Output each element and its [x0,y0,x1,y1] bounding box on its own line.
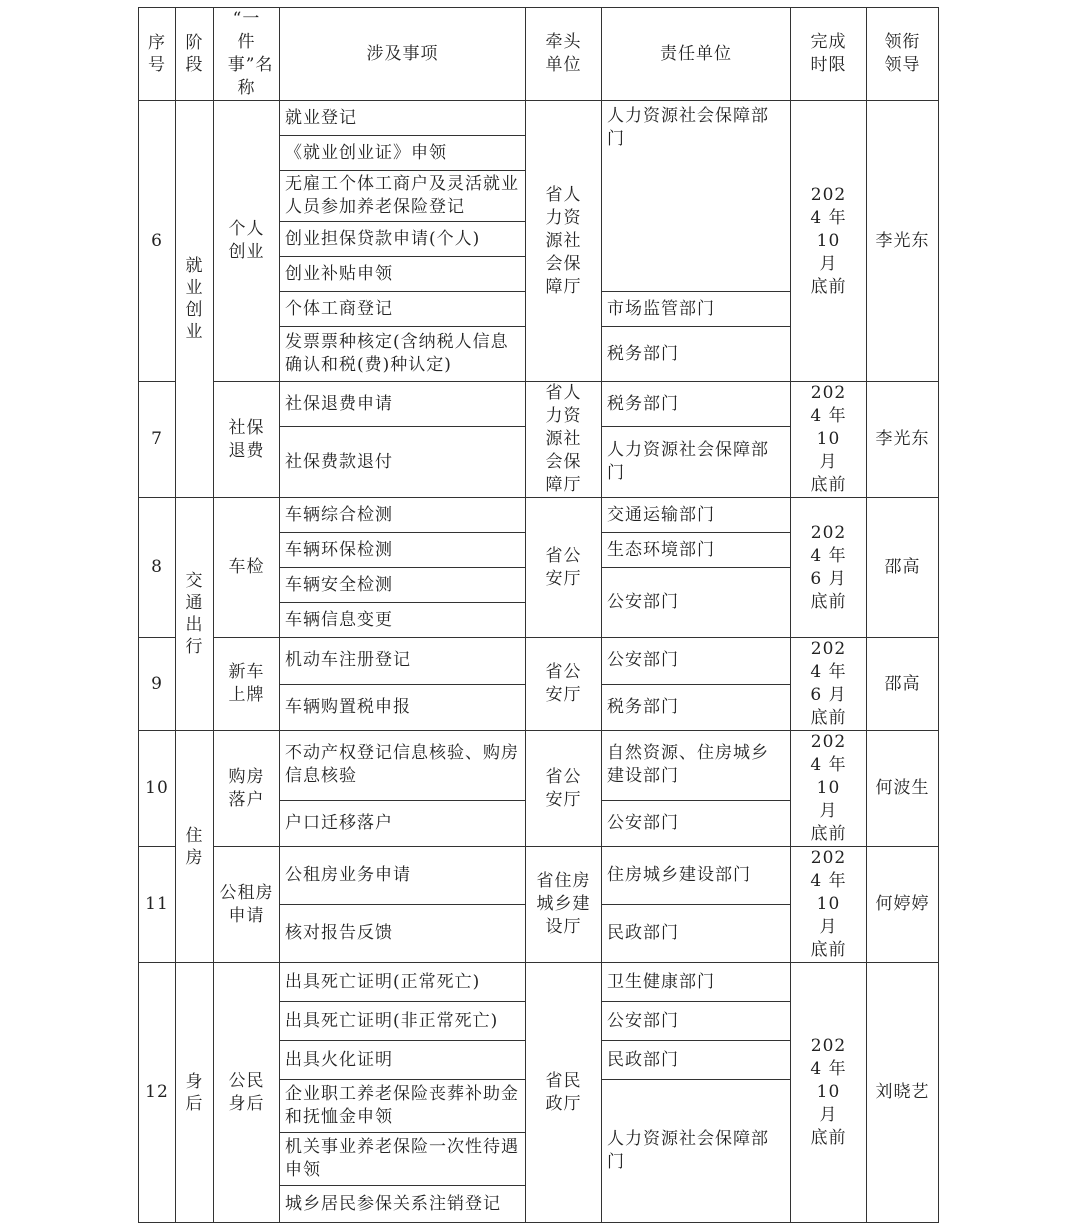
resp-unit: 人力资源社会保障部门 [602,101,791,292]
deadline: 2024 年 10 月 底前 [791,847,867,963]
matter-cell: 城乡居民参保关系注销登记 [280,1186,526,1223]
header-matters: 涉及事项 [280,8,526,101]
matter-cell: 车辆购置税申报 [280,684,526,731]
table-row [139,101,939,136]
matter-cell: 个体工商登记 [280,292,526,327]
lead-unit: 省民政厅 [526,963,602,1223]
table-row [139,731,939,801]
deadline: 2024 年 6 月 底前 [791,638,867,731]
resp-unit: 交通运输部门 [602,498,791,533]
matter-cell: 机关事业养老保险一次性待遇申领 [280,1133,526,1186]
header-no: 序号 [139,8,176,101]
resp-unit: 生态环境部门 [602,533,791,568]
resp-unit: 民政部门 [602,905,791,963]
matter-cell: 出具火化证明 [280,1041,526,1080]
matter-cell: 《就业创业证》申领 [280,136,526,171]
table-row [139,963,939,1002]
resp-unit: 公安部门 [602,800,791,846]
matter-cell: 核对报告反馈 [280,905,526,963]
item-name: 新车上牌 [214,638,280,731]
stage-cell: 住房 [176,731,214,963]
resp-unit: 卫生健康部门 [602,963,791,1002]
matter-cell: 车辆安全检测 [280,568,526,603]
leader: 李光东 [867,382,939,498]
row-number: 10 [139,731,176,847]
stage-cell: 就业创业 [176,101,214,498]
header-item-name: “一件事”名称 [214,8,280,101]
matter-cell: 就业登记 [280,101,526,136]
matter-cell: 公租房业务申请 [280,847,526,905]
deadline: 2024 年 10 月 底前 [791,101,867,382]
lead-unit: 省公安厅 [526,498,602,638]
row-number: 11 [139,847,176,963]
resp-unit: 税务部门 [602,327,791,382]
row-number: 6 [139,101,176,382]
table-row [139,847,939,905]
resp-unit: 人力资源社会保障部门 [602,427,791,498]
lead-unit: 省公安厅 [526,731,602,847]
resp-unit: 住房城乡建设部门 [602,847,791,905]
resp-unit: 公安部门 [602,568,791,638]
matter-cell: 户口迁移落户 [280,800,526,846]
resp-unit: 市场监管部门 [602,292,791,327]
header-stage: 阶段 [176,8,214,101]
deadline: 2024 年 10 月 底前 [791,963,867,1223]
row-number: 7 [139,382,176,498]
resp-unit: 税务部门 [602,382,791,427]
matter-cell: 创业补贴申领 [280,257,526,292]
resp-unit: 自然资源、住房城乡建设部门 [602,731,791,801]
matter-cell: 出具死亡证明(正常死亡) [280,963,526,1002]
matter-cell: 机动车注册登记 [280,638,526,685]
matter-cell: 车辆环保检测 [280,533,526,568]
matter-cell: 社保费款退付 [280,427,526,498]
matter-cell: 企业职工养老保险丧葬补助金和抚恤金申领 [280,1080,526,1133]
item-name: 公民身后 [214,963,280,1223]
resp-unit: 公安部门 [602,1002,791,1041]
leader: 何波生 [867,731,939,847]
row-number: 8 [139,498,176,638]
resp-unit: 税务部门 [602,684,791,731]
item-name: 车检 [214,498,280,638]
leader: 何婷婷 [867,847,939,963]
matter-cell: 出具死亡证明(非正常死亡) [280,1002,526,1041]
matter-cell: 不动产权登记信息核验、购房信息核验 [280,731,526,801]
item-name: 个人创业 [214,101,280,382]
header-resp-unit: 责任单位 [602,8,791,101]
row-number: 9 [139,638,176,731]
table-row [139,382,939,427]
lead-unit: 省人力资源社会保障厅 [526,101,602,382]
item-name: 社保退费 [214,382,280,498]
lead-unit: 省公安厅 [526,638,602,731]
stage-cell: 身后 [176,963,214,1223]
deadline: 2024 年 10 月 底前 [791,731,867,847]
header-deadline: 完成时限 [791,8,867,101]
matter-cell: 无雇工个体工商户及灵活就业人员参加养老保险登记 [280,171,526,222]
matter-cell: 社保退费申请 [280,382,526,427]
resp-unit: 民政部门 [602,1041,791,1080]
matter-cell: 车辆信息变更 [280,603,526,638]
deadline: 2024 年 6 月 底前 [791,498,867,638]
matter-cell: 车辆综合检测 [280,498,526,533]
resp-unit: 人力资源社会保障部门 [602,1080,791,1223]
matter-cell: 发票票种核定(含纳税人信息确认和税(费)种认定) [280,327,526,382]
header-row [139,8,939,101]
lead-unit: 省人力资源社会保障厅 [526,382,602,498]
deadline: 2024 年 10 月 底前 [791,382,867,498]
leader: 李光东 [867,101,939,382]
table-row [139,638,939,685]
header-leader: 领衔领导 [867,8,939,101]
item-name: 购房落户 [214,731,280,847]
resp-unit: 公安部门 [602,638,791,685]
item-name: 公租房申请 [214,847,280,963]
stage-cell: 交通出行 [176,498,214,731]
matter-cell: 创业担保贷款申请(个人) [280,222,526,257]
matters-table [138,7,939,1223]
leader: 邵高 [867,498,939,638]
leader: 刘晓艺 [867,963,939,1223]
row-number: 12 [139,963,176,1223]
leader: 邵高 [867,638,939,731]
header-lead-unit: 牵头单位 [526,8,602,101]
lead-unit: 省住房城乡建设厅 [526,847,602,963]
table-row [139,498,939,533]
